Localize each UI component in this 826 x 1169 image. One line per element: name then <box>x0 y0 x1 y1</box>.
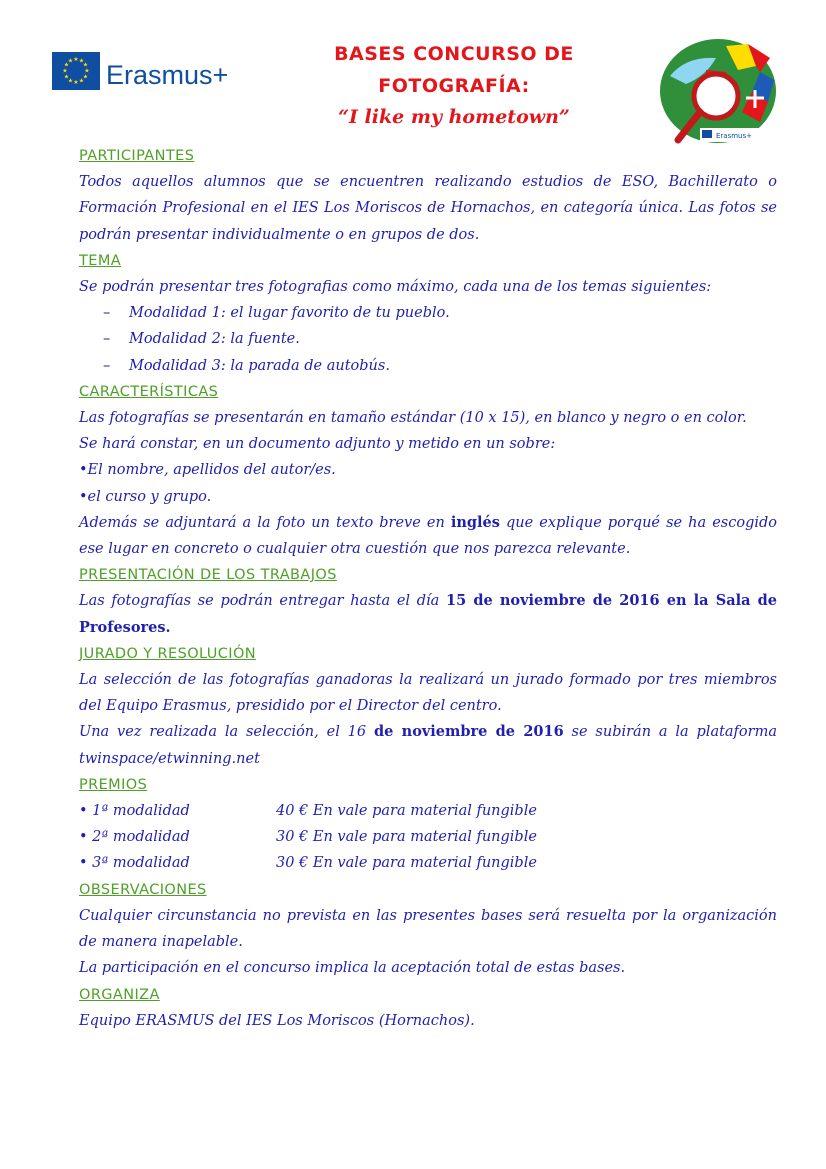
heading-observaciones: OBSERVACIONES <box>79 881 207 898</box>
jurado-p2: Una vez realizada la selección, el 16 de noviembre de 2016 se subirán a la plataforma twinspace/etwinning.net <box>79 723 777 767</box>
svg-text:★: ★ <box>67 77 74 85</box>
bold-date: de noviembre de 2016 <box>374 723 564 741</box>
svg-text:★: ★ <box>78 57 85 65</box>
list-item: – Modalidad 1: el lugar favorito de tu pueblo. <box>103 300 777 326</box>
svg-text:★: ★ <box>73 56 79 63</box>
heading-organiza: ORGANIZA <box>79 986 160 1003</box>
svg-text:★: ★ <box>73 79 79 86</box>
tema-list <box>79 300 777 379</box>
heading-jurado: JURADO Y RESOLUCIÓN <box>79 645 257 662</box>
prize-row: • 2ª modalidad 30 € En vale para material fungible <box>79 829 537 846</box>
page-title-line-2: FOTOGRAFÍA: <box>378 75 530 97</box>
observaciones-p2: La participación en el concurso implica la aceptación total de estas bases. <box>79 960 626 977</box>
erasmus-plus-label: Erasmus+ <box>106 60 229 90</box>
caracteristicas-p1: Las fotografías se presentarán en tamaño estándar (10 x 15), en blanco y negro o en color. <box>79 410 747 427</box>
svg-text:★: ★ <box>63 73 70 81</box>
heading-participantes: PARTICIPANTES <box>79 148 195 164</box>
logo-text: Erasmus+ <box>716 132 753 140</box>
svg-text:★: ★ <box>62 67 68 75</box>
participantes-text: Todos aquellos alumnos que se encuentren realizando estudios de ESO, Bachillerato o Formación Profesional en el IES Los Moriscos de Hornachos, en categoría única. Las fotos se podrán presentar individualmente o en grupos de dos. <box>79 174 777 243</box>
caracteristicas-bullet-2: •el curso y grupo. <box>79 488 212 505</box>
caracteristicas-p2: Se hará constar, en un documento adjunto y metido en un sobre: <box>79 436 556 453</box>
prize-row: • 3ª modalidad 30 € En vale para material fungible <box>79 855 537 872</box>
page-subtitle: “I like my hometown” <box>338 106 570 128</box>
organiza-text: Equipo ERASMUS del IES Los Moriscos (Hornachos). <box>79 1012 475 1029</box>
list-item: – Modalidad 3: la parada de autobús. <box>103 353 777 379</box>
observaciones-p1: Cualquier circunstancia no prevista en las presentes bases será resuelta por la organización de manera inapelable. <box>79 907 777 951</box>
caracteristicas-p3: Además se adjuntará a la foto un texto breve en inglés que explique porqué se ha escogido ese lugar en concreto o cualquier otra cuestión que nos parezca relevante. <box>79 513 777 558</box>
header <box>0 0 826 150</box>
eu-flag-icon <box>52 52 100 90</box>
list-item: – Modalidad 2: la fuente. <box>103 326 777 352</box>
svg-text:★: ★ <box>82 61 89 69</box>
svg-text:★: ★ <box>84 67 90 75</box>
title-block <box>270 38 638 132</box>
jurado-p1: La selección de las fotografías ganadoras la realizará un jurado formado por tres miembros del Equipo Erasmus, presidido por el Director del centro. <box>79 672 777 715</box>
svg-text:★: ★ <box>67 57 74 65</box>
tema-text: Se podrán presentar tres fotografias como máximo, cada una de los temas siguientes: <box>79 279 712 296</box>
svg-text:★: ★ <box>78 77 85 85</box>
svg-text:★: ★ <box>63 61 70 69</box>
heading-tema: TEMA <box>79 252 122 269</box>
presentacion-text: Las fotografías se podrán entregar hasta el día 15 de noviembre de 2016 en la Sala de Profesores. <box>79 592 778 636</box>
heading-premios: PREMIOS <box>79 776 148 793</box>
heading-caracteristicas: CARACTERÍSTICAS <box>79 383 219 400</box>
project-globe-logo-icon <box>656 36 782 146</box>
prize-row: • 1ª modalidad 40 € En vale para material fungible <box>79 803 537 820</box>
document-body <box>79 143 777 1034</box>
svg-text:★: ★ <box>82 73 89 81</box>
bold-ingles: inglés <box>450 513 500 531</box>
page-title-line-1: BASES CONCURSO DE <box>334 43 574 65</box>
bold-deadline: 15 de noviembre de 2016 en la Sala de Profesores. <box>79 592 778 636</box>
heading-presentacion: PRESENTACIÓN DE LOS TRABAJOS <box>79 567 337 584</box>
caracteristicas-bullet-1: •El nombre, apellidos del autor/es. <box>79 462 336 479</box>
